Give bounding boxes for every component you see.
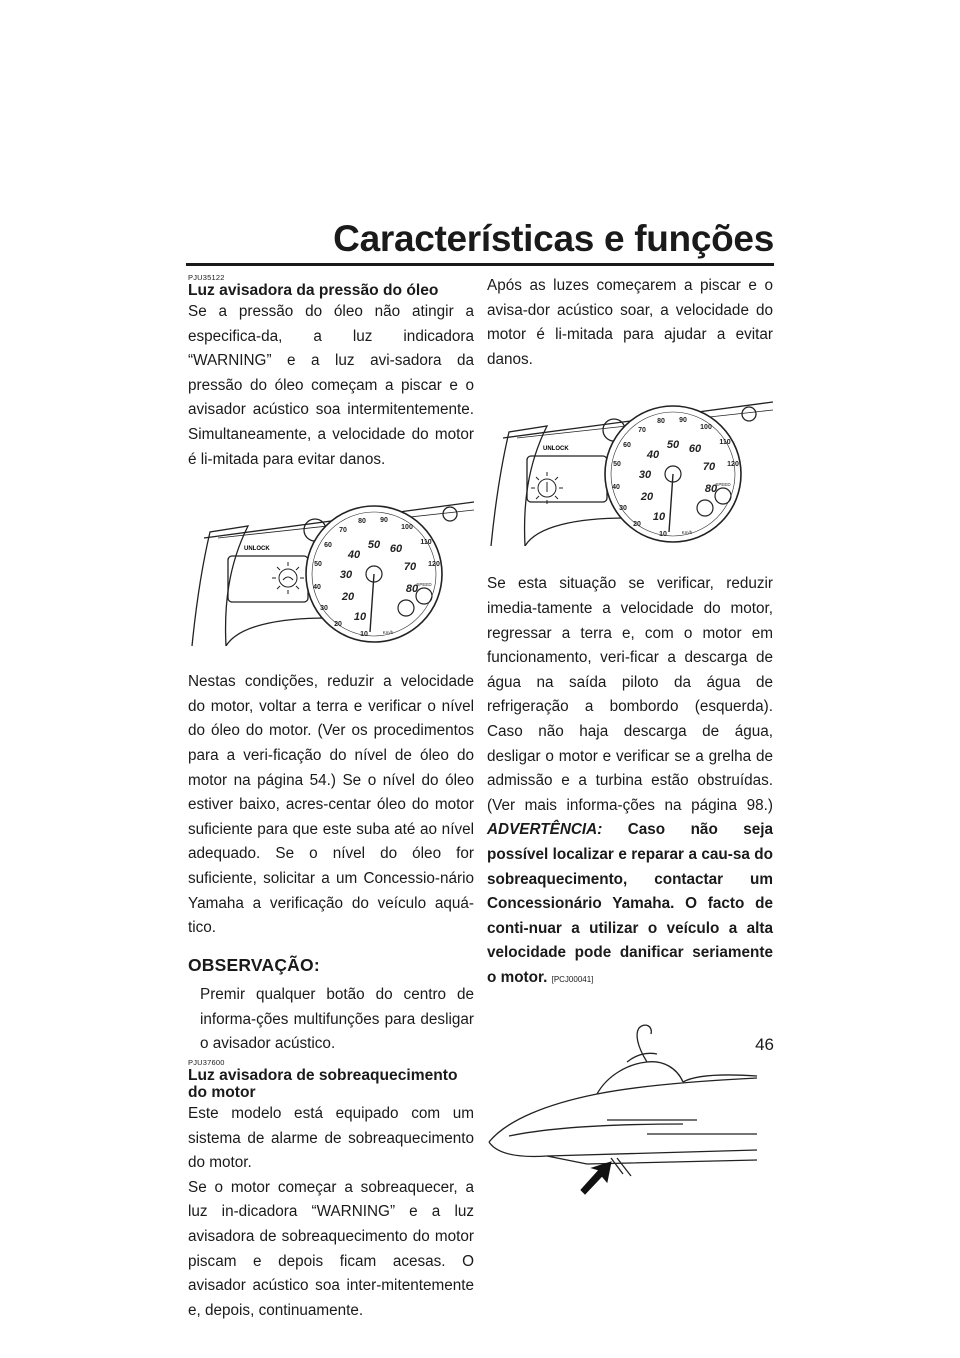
dial-number: 50: [613, 461, 621, 469]
dial-number: 90: [679, 417, 687, 425]
right-column: [487, 274, 773, 1214]
paragraph: Se a pressão do óleo não atingir a especifica-da, a luz indicadora “WARNING” e a luz avi-sadora da pressão do óleo começam a piscar e o avisador acústico soa intermitentemente. Simultaneamente, a velocidade do motor é li-mitada para evitar danos.: [188, 303, 474, 468]
dial-number: 60: [623, 442, 631, 450]
dial-number: 30: [638, 469, 652, 482]
paragraph: Se o motor começar a sobreaquecer, a luz in-dicadora “WARNING” e a luz avisadora de sobreaquecimento do motor piscam e depois ficam acesas. O avisador acústico soa inter-mitentemente e, depois, continuamente.: [188, 1178, 474, 1319]
kmh-label: Km/h: [382, 630, 394, 636]
dial-number: 50: [367, 539, 381, 552]
warning-text: Caso não seja possível localizar e reparar a cau-sa do sobreaquecimento, contactar um Concessionário Yamaha. O facto de conti-nuar a utilizar o veículo a alta velocidade pode danificar seriamente o motor.: [487, 821, 773, 986]
warning-light-icon: [272, 562, 304, 594]
dial-number: 80: [704, 483, 718, 496]
dial-number: 10: [659, 531, 667, 539]
dial-number: 100: [401, 524, 413, 532]
speed-label: SPEED: [715, 482, 731, 488]
dial-number: 70: [339, 527, 347, 535]
overheat-gauge-illustration: [487, 396, 773, 546]
dial-number: 40: [612, 484, 620, 492]
dial-number: 110: [719, 439, 731, 447]
section-code: PJU35122: [188, 273, 225, 282]
oil-pressure-gauge-illustration: [188, 496, 474, 646]
dial-number: 20: [633, 521, 641, 529]
dial-number: 30: [339, 569, 353, 582]
speedometer-dial: [306, 506, 442, 642]
paragraph: Este modelo está equipado com um sistema de alarme de sobreaquecimento do motor.: [188, 1105, 474, 1172]
dial-number: 60: [389, 543, 403, 556]
dial-number: 100: [700, 424, 712, 432]
section-code: PJU37600: [188, 1058, 225, 1068]
speed-label: SPEED: [416, 582, 432, 588]
dial-number: 40: [347, 549, 361, 562]
dial-number: 70: [638, 427, 646, 435]
dial-number: 80: [405, 583, 419, 596]
unlock-label: UNLOCK: [543, 446, 569, 453]
dial-number: 20: [341, 591, 355, 604]
dial-number: 30: [320, 605, 328, 613]
section-heading-oil-pressure: Luz avisadora da pressão do óleo: [188, 282, 439, 299]
dial-number: 60: [324, 542, 332, 550]
warning-light-icon: [531, 472, 563, 504]
paragraph: Nestas condições, reduzir a velocidade do motor, voltar a terra e verificar o nível do óleo do motor. (Ver os procedimentos para a veri-ficação do nível de óleo do motor na página 54.) Se o nível do óleo estiver baixo, acres-centar óleo do motor suficiente para que este suba até ao nível adequado. Se o nível do óleo for suficiente, solicitar a um Concessio-nário Yamaha a verificação do veículo aquá-tico.: [188, 673, 474, 937]
dial-number: 80: [358, 518, 366, 526]
dial-number: 110: [420, 539, 432, 547]
watercraft-illustration: [487, 1024, 773, 1214]
page-number: 46: [755, 1035, 774, 1054]
section-heading-overheat: Luz avisadora de sobreaquecimento do motor: [188, 1067, 458, 1102]
dial-number: 120: [428, 561, 440, 569]
dial-number: 70: [403, 561, 417, 574]
paragraph: Após as luzes começarem a piscar e o avisa-dor acústico soar, a velocidade do motor é li-mitada para ajudar a evitar danos.: [487, 277, 773, 368]
paragraph: [487, 572, 773, 992]
warning-label: ADVERTÊNCIA:: [487, 821, 603, 839]
kmh-label: Km/h: [681, 530, 693, 536]
dial-number: 40: [313, 584, 321, 592]
arrow-icon: [581, 1162, 611, 1194]
dial-number: 40: [646, 449, 660, 462]
dial-number: 30: [619, 505, 627, 513]
dial-number: 20: [640, 491, 654, 504]
dial-number: 10: [360, 631, 368, 639]
dial-number: 50: [666, 439, 680, 452]
dial-number: 60: [688, 443, 702, 456]
page-title: Características e funções: [333, 218, 774, 259]
dial-number: 120: [727, 461, 739, 469]
unlock-label: UNLOCK: [244, 546, 270, 553]
dial-number: 10: [353, 611, 367, 624]
speedometer-dial: [605, 406, 741, 542]
note-title: OBSERVAÇÃO:: [188, 954, 320, 975]
dial-number: 80: [657, 418, 665, 426]
paragraph-text: Se esta situação se verificar, reduzir imedia-tamente a velocidade do motor, regressar a terra e, com o motor em funcionamento, veri-ficar a descarga de água na saída piloto da água de refrigeração a bombordo (esquerda). Caso não haja descarga de água, desligar o motor e verificar se a grelha de admissão e a turbina estão obstruídas. (Ver mais informa-ções na página 98.): [487, 575, 773, 814]
title-divider: [186, 263, 774, 266]
dial-number: 10: [652, 511, 666, 524]
dial-number: 90: [380, 517, 388, 525]
dial-number: 70: [702, 461, 716, 474]
dial-number: 50: [314, 561, 322, 569]
warning-code: [PCJ00041]: [551, 974, 594, 984]
left-column: [188, 274, 474, 1323]
dial-number: 20: [334, 621, 342, 629]
note-text: Premir qualquer botão do centro de informa-ções multifunções para desligar o avisador acústico.: [200, 986, 474, 1053]
